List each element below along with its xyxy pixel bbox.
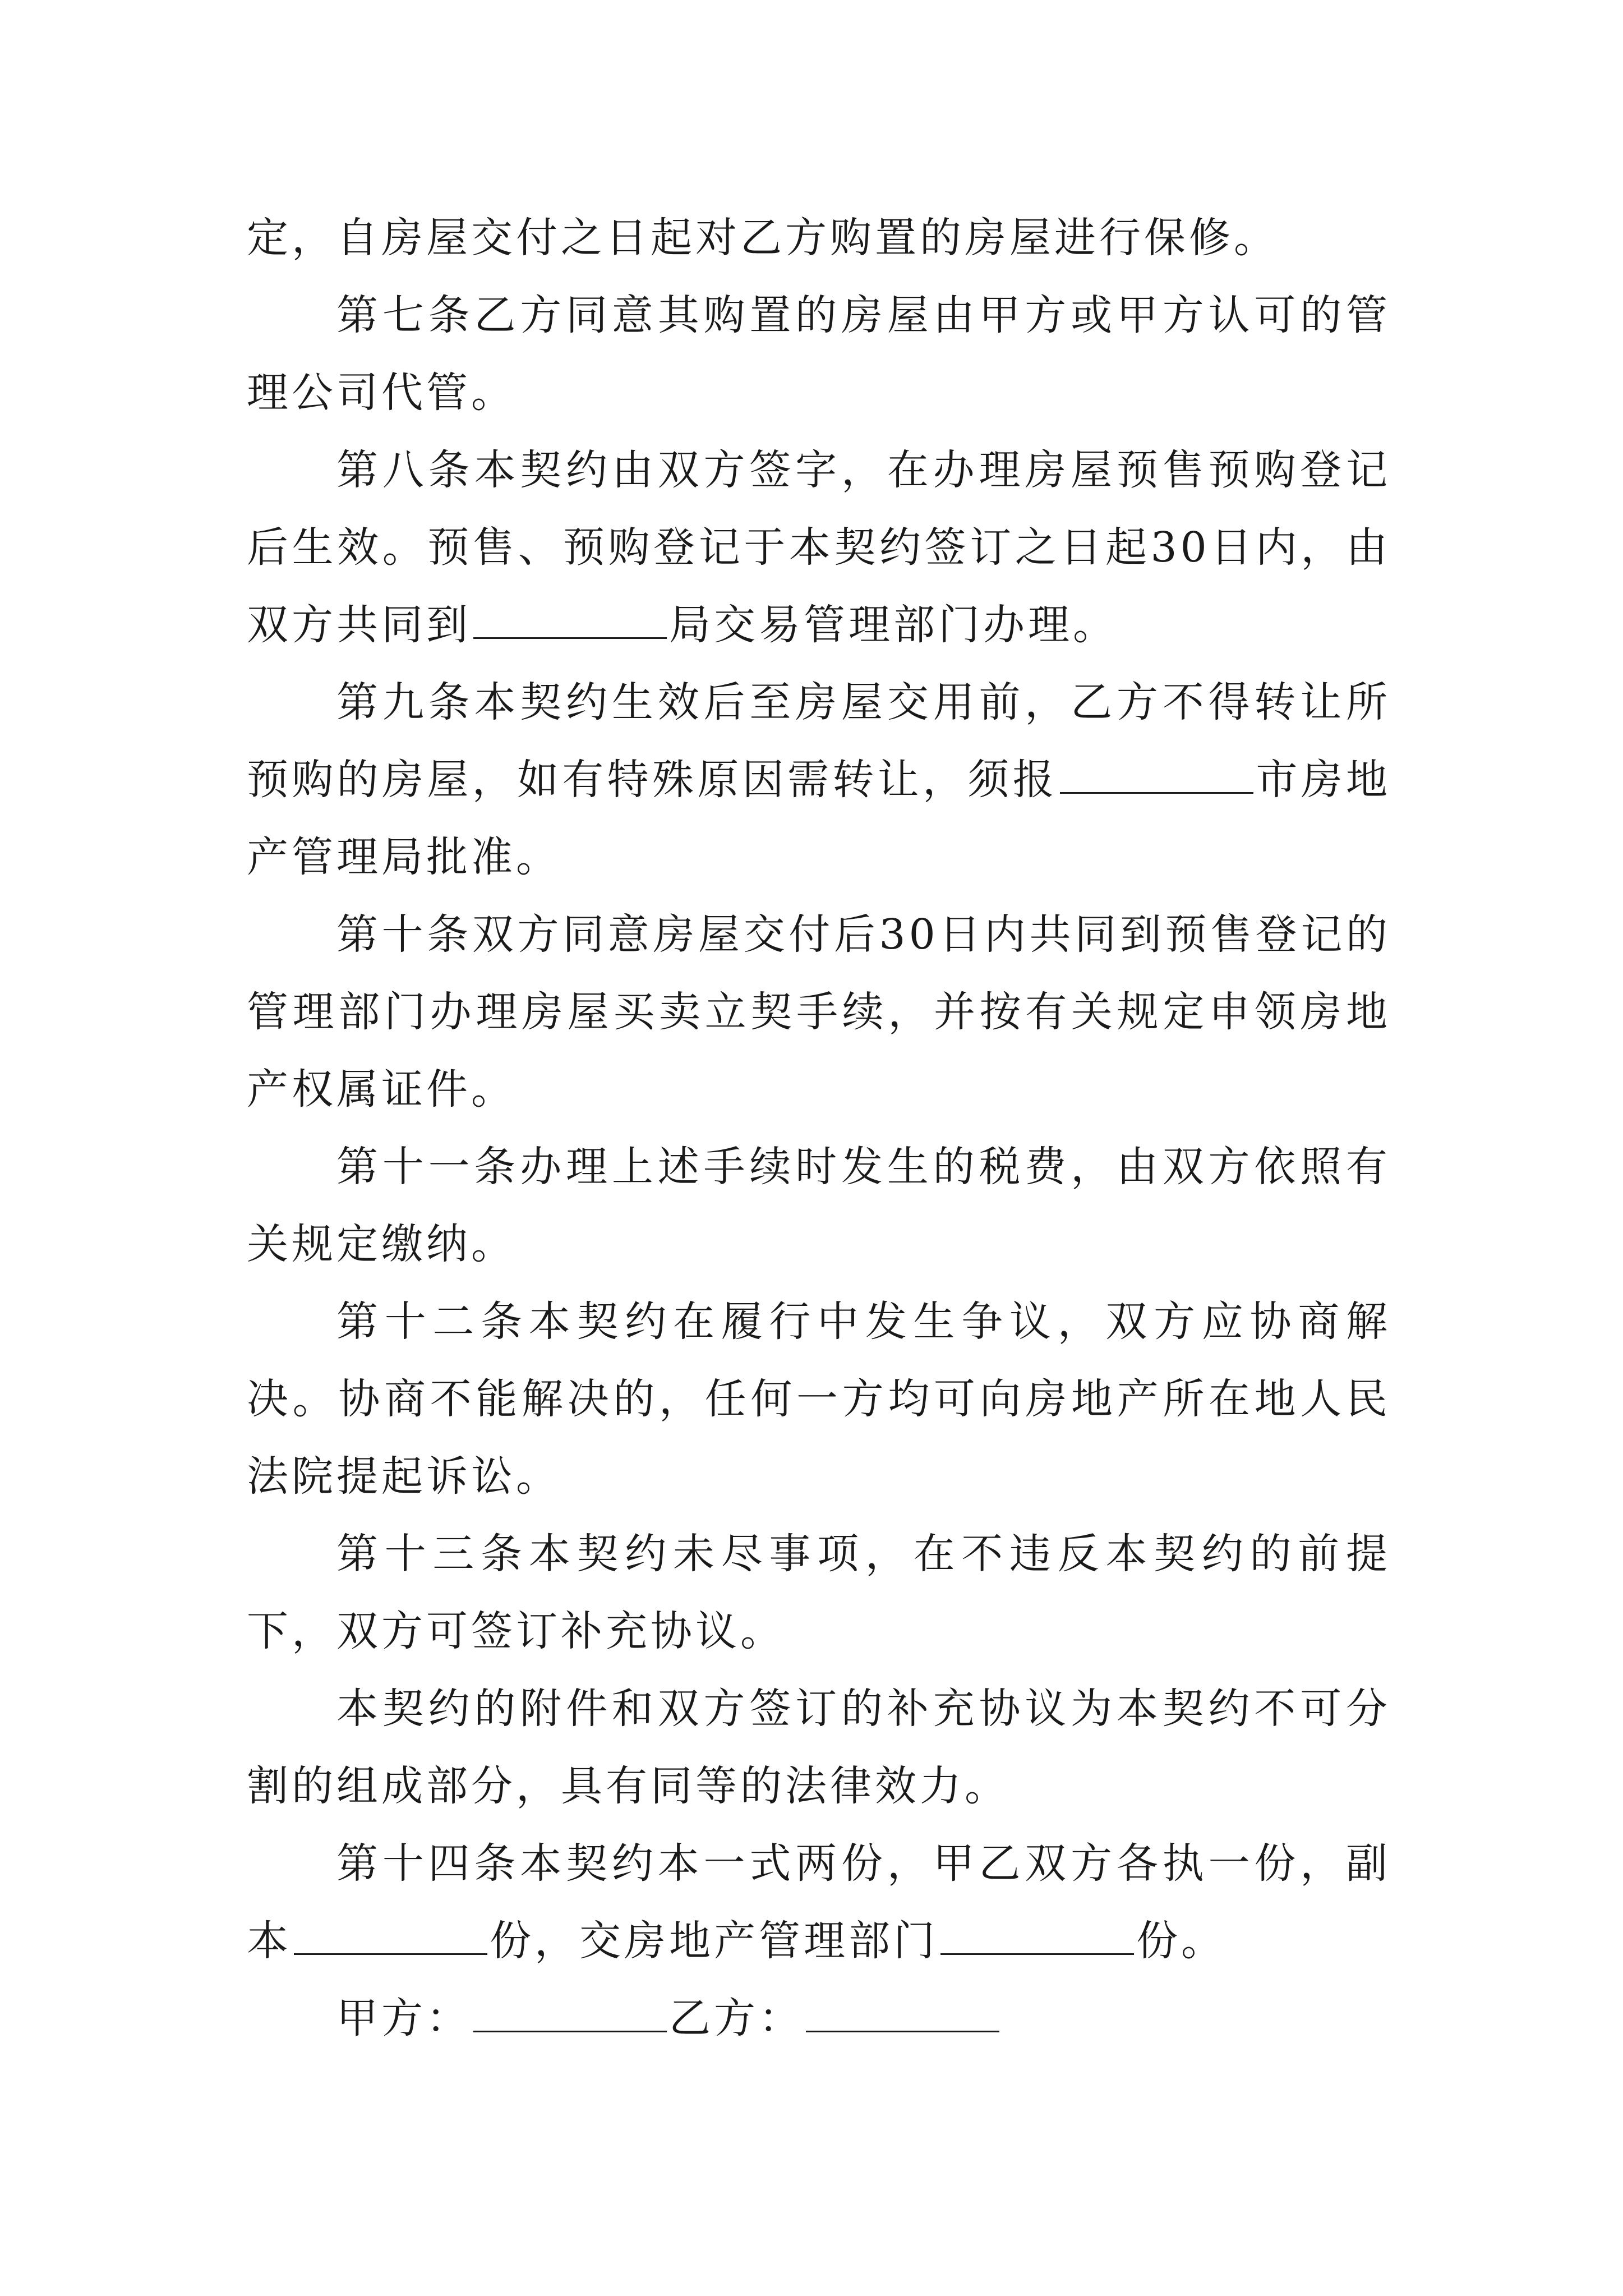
party-a-signature-blank[interactable] bbox=[473, 1991, 667, 2032]
blank-city-name[interactable] bbox=[1060, 753, 1253, 794]
blank-dept-copies-count[interactable] bbox=[940, 1914, 1134, 1955]
clause-6-continuation bbox=[247, 199, 1391, 277]
blank-copies-count[interactable] bbox=[294, 1914, 487, 1955]
clause-8-text-b: 局交易管理部门办理。 bbox=[669, 601, 1118, 649]
clause-14-text-c: 份。 bbox=[1136, 1917, 1226, 1965]
party-b-signature-blank[interactable] bbox=[806, 1991, 999, 2032]
clause-12 bbox=[247, 1283, 1391, 1515]
clause-6-text: 定，自房屋交付之日起对乙方购置的房屋进行保修。 bbox=[247, 214, 1279, 262]
clause-9-text-b: 市房地产管理局批准。 bbox=[247, 756, 1391, 881]
clause-10-text: 第十条双方同意房屋交付后30日内共同到预售登记的管理部门办理房屋买卖立契手续，并按有关规定申领房地产权属证件。 bbox=[247, 910, 1391, 1114]
contract-page bbox=[247, 199, 1391, 2057]
party-a-label: 甲方： bbox=[336, 1994, 471, 2042]
clause-11 bbox=[247, 1128, 1391, 1283]
clause-13 bbox=[247, 1515, 1391, 1670]
party-b-label: 乙方： bbox=[669, 1994, 804, 2042]
clause-9-text-a: 第九条本契约生效后至房屋交用前，乙方不得转让所预购的房屋，如有特殊原因需转让，须报 bbox=[247, 678, 1391, 804]
clause-12-text: 第十二条本契约在履行中发生争议，双方应协商解决。协商不能解决的，任何一方均可向房地产所在地人民法院提起诉讼。 bbox=[247, 1297, 1391, 1501]
clause-10 bbox=[247, 896, 1391, 1128]
clause-14 bbox=[247, 1825, 1391, 1980]
clause-13-text: 第十三条本契约未尽事项，在不违反本契约的前提下，双方可签订补充协议。 bbox=[247, 1530, 1391, 1655]
clause-8 bbox=[247, 431, 1391, 664]
clause-8-text-a: 第八条本契约由双方签字，在办理房屋预售预购登记后生效。预售、预购登记于本契约签订之日起30日内，由双方共同到 bbox=[247, 446, 1391, 649]
clause-14-text-a: 第十四条本契约本一式两份，甲乙双方各执一份，副本 bbox=[247, 1839, 1391, 1965]
annex-clause-text: 本契约的附件和双方签订的补充协议为本契约不可分割的组成部分，具有同等的法律效力。 bbox=[247, 1685, 1391, 1810]
annex-clause bbox=[247, 1670, 1391, 1825]
clause-11-text: 第十一条办理上述手续时发生的税费，由双方依照有关规定缴纳。 bbox=[247, 1143, 1391, 1268]
clause-9 bbox=[247, 664, 1391, 896]
clause-14-text-b: 份，交房地产管理部门 bbox=[490, 1917, 938, 1965]
blank-city-bureau[interactable] bbox=[473, 598, 667, 639]
clause-7-text: 第七条乙方同意其购置的房屋由甲方或甲方认可的管理公司代管。 bbox=[247, 291, 1391, 417]
signature-row bbox=[247, 1980, 1391, 2057]
clause-7 bbox=[247, 277, 1391, 431]
